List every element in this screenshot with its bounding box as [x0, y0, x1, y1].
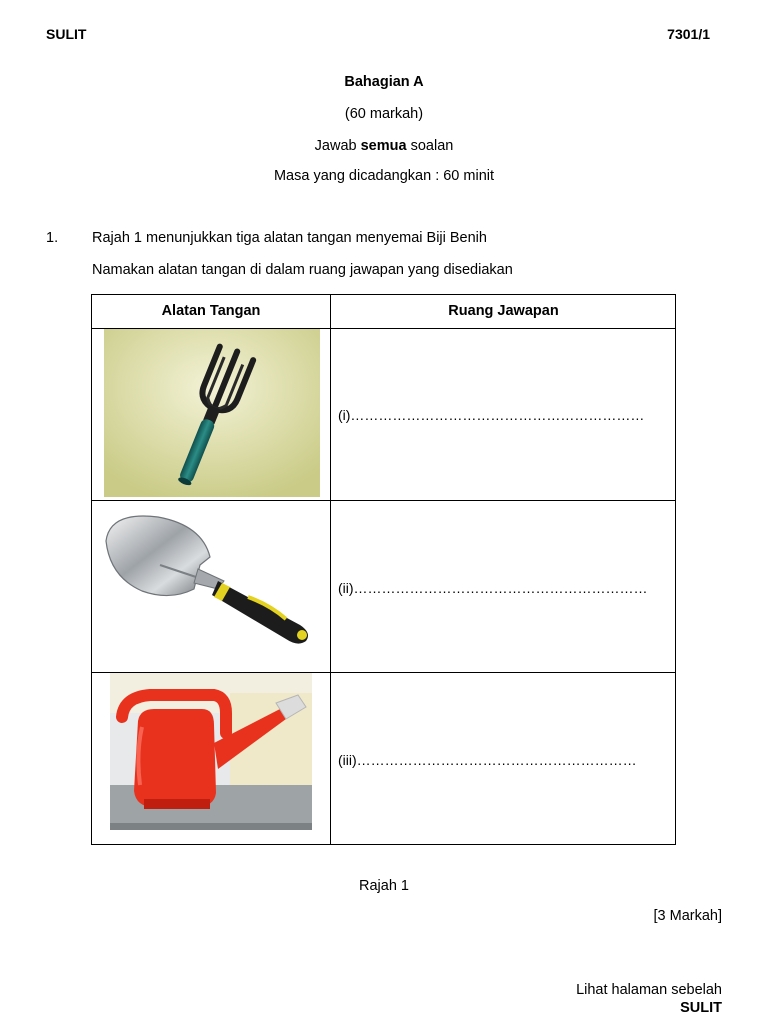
section-marks: (60 markah)	[344, 106, 424, 122]
table-header-answer: Ruang Jawapan	[448, 303, 559, 319]
answer-line-3[interactable]: (iii)……………………………………………………	[338, 752, 637, 768]
hand-fork-icon	[104, 329, 320, 497]
header-code: 7301/1	[667, 26, 710, 42]
instruction-bold: semua	[360, 138, 407, 154]
table-row-divider	[92, 500, 675, 501]
question-text-line1: Rajah 1 menunjukkan tiga alatan tangan menyemai Biji Benih	[92, 230, 487, 246]
watering-can-icon	[110, 673, 312, 830]
section-instruction	[0, 138, 768, 154]
footer-next-page: Lihat halaman sebelah	[576, 982, 722, 998]
section-title: Bahagian A	[344, 74, 424, 90]
trowel-icon	[100, 505, 320, 665]
instruction-prefix: Jawab	[314, 138, 361, 154]
header-classification: SULIT	[46, 26, 87, 42]
footer-classification: SULIT	[680, 1000, 722, 1016]
watering-can-image	[110, 673, 312, 830]
answer-table	[91, 294, 676, 845]
hand-fork-image	[104, 329, 320, 497]
answer-line-1[interactable]: (i)………………………………………………………	[338, 407, 645, 423]
section-time: Masa yang dicadangkan : 60 minit	[273, 168, 495, 184]
answer-line-2[interactable]: (ii)………………………………………………………	[338, 580, 648, 596]
figure-caption: Rajah 1	[359, 878, 409, 894]
instruction-suffix: soalan	[406, 138, 454, 154]
table-header-tools: Alatan Tangan	[161, 303, 261, 319]
table-column-divider	[330, 295, 331, 844]
question-text-line2: Namakan alatan tangan di dalam ruang jawapan yang disediakan	[92, 262, 513, 278]
question-number: 1.	[46, 230, 59, 246]
trowel-image	[100, 505, 320, 665]
total-marks: [3 Markah]	[653, 908, 722, 924]
